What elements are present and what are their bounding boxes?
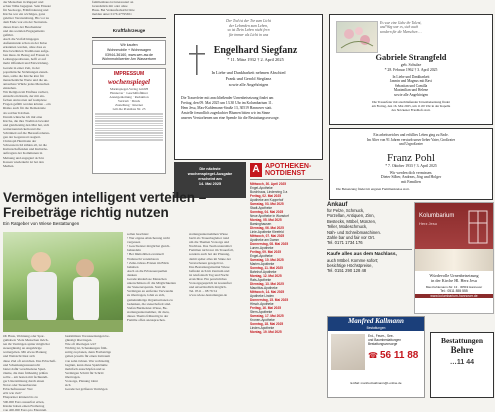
pharmacy-entry: Freitag, 09. Mai 2025 [250, 249, 282, 254]
article-line: mehrfach ausschöpfen und so [65, 366, 106, 371]
kallmann-ad [327, 316, 425, 398]
verse-line: für immer als Licht in uns [228, 32, 269, 37]
pharmacy-entry: Dienstag, 13. Mai 2025 [250, 281, 284, 286]
article-line: ist telefonisch Tag und Nacht [189, 272, 229, 277]
article-line: vergessen [127, 240, 141, 245]
verse-line: so ist Dein Leben nicht fern [227, 28, 270, 33]
obituary-born-name: geb. Schulze [400, 62, 422, 67]
article-line: Notar oder Steuerberater. [3, 383, 38, 388]
article-line: auftragten der Kommunen in [3, 151, 43, 156]
article-line: Wohnrecht vereinbaren [127, 256, 159, 261]
obituary-verse [175, 19, 322, 37]
article-line: gelten jeweils für einen Zeitraum [65, 354, 111, 359]
pharmacy-entry: Mauritius-Apotheke [250, 285, 278, 290]
deadline-line: 14. Mai 2025 [198, 182, 222, 186]
article-line: • Zehn-Jahres-Fristen im Blick [127, 260, 169, 265]
article-line: populistische Strömungen zuneh- [3, 69, 49, 74]
mourner-line: In Liebe und Dankbarkeit [392, 75, 430, 79]
article-line: der Menschen in Ruppert und [3, 0, 44, 4]
article-line: und Schenkungssteuerrecht [3, 362, 41, 367]
article-line: einstehen. [3, 85, 17, 90]
article-line: antastbare Würde jedes Menschen [3, 81, 50, 86]
ankauf-line: Porzellan, Antiquen, Zinn, [327, 213, 375, 219]
article-line: Kirche war ein wichtiges, ganz [3, 12, 46, 17]
verse-line: Es war eine Gabe ihr Talent, [380, 21, 422, 25]
pharmacy-entry: Stadt-Apotheke [250, 205, 272, 210]
pharmacy-entry: Barsinghausen [250, 221, 272, 226]
article-line: erkannten werden, ohne dass es [3, 45, 46, 50]
service-line: Die Trauerfeier mit anschließender Urnenbeisetzung findet am [181, 96, 274, 101]
kolumbarium-subtitle: Herz Jesu [419, 221, 438, 226]
article-line: guthaben: Viele Menschen möch- [3, 338, 49, 343]
ad-line: familienhaus ist interessiert an [92, 0, 134, 4]
ankauf-title: Ankauf [327, 202, 348, 208]
pharmacy-entry: Montag, 19. Mai 2025 [250, 329, 282, 334]
article-line: und das sozialen Engagements [3, 28, 45, 33]
pharmacy-entry: Apotheke am Kuppehof [250, 197, 284, 202]
pharmacy-entry: Hirsch-Apotheke [250, 301, 274, 306]
article-line: Leitungspositionen, hofft er auf [3, 57, 46, 62]
article-line: fachen Antworten auf komplexe [3, 98, 47, 103]
article-line: um die Themen Vorsorge und [189, 240, 230, 245]
article-line: Fragen gefüllt werden könnte – ein [3, 102, 51, 107]
article-line: gen der Gegenwart reagiert. [3, 135, 41, 140]
obituary-verse [330, 133, 492, 147]
pharmacy-entry: Freitag, 02. Mai 2025 [250, 193, 282, 198]
article-subhead: Ein Ratgeber von Wiese Bestattungen [3, 221, 80, 226]
ad-line: Haus. Bei Verkaufsabsicht bitte [92, 8, 135, 13]
impressum-line: Gilt die Preisliste Nr. 23 [112, 107, 146, 112]
verse-line: Ein arbeitsreiches und erfülltes Leben ging zu Ende. [373, 133, 449, 137]
article-line: von 400.000 Euro pro Elternteil. [3, 407, 48, 412]
obituary-service [336, 100, 486, 112]
kaufe-line: auch Möbel. Komme sofort; [327, 258, 379, 264]
verse-line: Im Alter von 91 Jahren verstarb unser lieber Vater, Großvater [366, 137, 455, 142]
obituary-dates: * 7. Oktober 1933 † 3. April 2025 [385, 163, 437, 168]
ankauf-line: Teller, Modeschmuck, [327, 224, 368, 230]
pharmacy-entry: Samstag, 10. Mai 2025 [250, 257, 284, 262]
mourner-line: In Liebe und Dankbarkeit nehmen Abschied [211, 70, 286, 76]
obituary-verse [380, 21, 488, 34]
deadline-line: wochenspiegel-Ausgabe [187, 172, 233, 176]
article-line: Kinder haben einen Freibetrag [3, 403, 45, 408]
article-line: damit später alles im Sinne der [189, 256, 231, 261]
kaufe-line: Tel. 0151 290 128 48 [327, 268, 367, 274]
article-line: zu übertragen, lohnt es sich, [127, 293, 166, 298]
pharmacy-entry: Apotheke Linden [250, 293, 274, 298]
article-line: Melsung und engagiert sich in [3, 155, 45, 160]
article-line: Tel. 0511 – 98 76 54 [189, 289, 217, 294]
phone-icon: ☎ [368, 350, 378, 360]
pharmacy-entry: Sonntag, 18. Mai 2025 [250, 321, 284, 326]
obituary-mourners [330, 75, 492, 97]
article-line: Kassen wiederkehr ist bei den [3, 159, 44, 164]
article-line: Kulturschaffenden und Kulturbe- [3, 147, 49, 152]
article-line: menschenliche Werte und die un- [3, 77, 49, 82]
wohnmobil-ad [92, 40, 166, 64]
pharmacy-entry: Donnerstag, 08. Mai 2025 [250, 241, 289, 246]
pharmacy-entry: Kronen-Apotheke [250, 317, 275, 322]
article-line: bedenken, die steuerbefreit sind. [127, 301, 171, 306]
ankauf-line: Zahle bar und fair vor Ort. [327, 235, 375, 241]
cross-icon [189, 45, 205, 75]
obituary-name: Gabriele Strangfeld [375, 53, 447, 62]
ad-line: Grundstück mit oder ohne [92, 4, 128, 9]
article-line: • Bei Immobilien eventuell [127, 252, 164, 257]
deadline-line: erscheint am [198, 177, 222, 181]
article-line: Vorsorgegespräch ist kostenfrei [189, 281, 232, 286]
obituary-name: Franz Pohl [387, 151, 435, 164]
kolumbarium-name: Kolumbarium [419, 213, 455, 219]
mourner-line: Dieter Silber, Andreas, Jörg und Holger [380, 175, 442, 180]
pharmacy-entry: Lunen-Apotheke [250, 245, 274, 250]
article-headline: Vermögen intelligent verteilen – Freibeträge richtig nutzen [3, 190, 207, 220]
mourner-line: Wir werden dich vermissen. [389, 170, 433, 175]
article-line: ten ihr Vermögen später möglichst [3, 342, 50, 347]
article-line: von zehn Jahren. Wer rechtzeitig [65, 358, 110, 363]
pharmacy-title-1: APOTHEKEN- [265, 163, 312, 170]
obituary-siegfanz [174, 14, 323, 160]
article-line: steuergünstig an Angehörige [3, 346, 42, 351]
mourner-line: Maximilian und Helene [393, 88, 429, 93]
behre-title-2: Behre [450, 345, 474, 355]
main-article [3, 190, 247, 412]
article-line: 500.000 Euro steuerfrei erben, [3, 399, 45, 404]
article-line: Medien. [3, 163, 15, 168]
pharmacy-entry: Marien-Apotheke [250, 261, 275, 266]
article-line: entsteht ein Raum, der mit ein- [3, 94, 45, 99]
pharmacy-entry: Linden-Apotheke [250, 325, 275, 330]
ankauf-line: Tel. 0171 1734 176 [327, 240, 363, 246]
pharmacy-entry: Freitag, 16. Mai 2025 [250, 305, 282, 310]
impressum-title: IMPRESSUM [113, 70, 145, 77]
article-line: • Geschwister möglichst gleich- [127, 244, 171, 249]
pharmacy-entry: Neue Apotheke in Wunstorf [250, 213, 289, 218]
ad-line: Wohnmobilcenter Am Wasserturm [101, 57, 157, 62]
pharmacy-entry: Sonntag, 11. Mai 2025 [250, 265, 283, 270]
kraftfahrzeuge-heading: Kraftfahrzeuge [112, 28, 146, 34]
article-line: Vorsorge, Planung lohnt [65, 379, 98, 384]
obituary-mourners [330, 171, 492, 185]
blossom-image [336, 21, 378, 53]
article-line: Familien nicht nur im Trauerfall, [189, 248, 234, 253]
article-line: www.wiese-bestattungen.de [189, 293, 228, 298]
article-line: geführt. [3, 32, 14, 37]
kolumbarium-phone: Tel.: 0511 855 555 [440, 289, 468, 293]
impressum-line: Vertrieb · Druck [117, 99, 141, 104]
article-line: sondern auch bei der Planung, [189, 252, 230, 257]
wochenspiegel-logo: wochenspiegel [108, 77, 150, 86]
obituary-strangfeld [329, 14, 493, 125]
article-line: sollen beachten: [127, 232, 149, 236]
impressum-line: Anzeigenleitung · Redaktion [109, 94, 149, 99]
article-line: räume, die man frühzeitig prüfen [3, 370, 48, 375]
ankauf-ad [327, 202, 412, 314]
article-line: Darum wünsche ich mir eine [3, 114, 43, 119]
article-line: beginnt, kann diese Spielräume [65, 362, 108, 367]
ad-line: melden unter 0176 47795651 [92, 12, 132, 17]
pharmacy-entry: Apotheke am Damm [250, 237, 280, 242]
article-line: Ob Haus, Wohnung oder Spar- [3, 334, 45, 338]
ad-line: Wohnmobile + Wohnwagen [107, 47, 151, 52]
pharmacy-entry: Montag, 12. Mai 2025 [250, 273, 282, 278]
pharmacy-entry: Bahnhof-Apotheke [250, 269, 277, 274]
article-line: Kirche, die ihre Tradition bewahrt [3, 118, 50, 123]
behre-ad [430, 332, 494, 398]
article-line: Auch die Vorfall hingegen [3, 36, 39, 41]
article-line: stattungsunternehmen Wiese [189, 232, 228, 236]
behre-phone: …11 44 [449, 359, 475, 366]
article-photo [3, 232, 123, 332]
article-line: Das Bestattungsinstitut Wiese [189, 264, 230, 269]
article-column-4 [189, 232, 247, 400]
article-line: Außenstunde schon an der Krise [3, 40, 48, 45]
article-column-2 [65, 334, 123, 400]
article-line: berät als Trauerbegleiter rund [189, 236, 230, 241]
verse-line: Der Tod ist der Tor zum Licht [226, 19, 271, 23]
article-line: zeitig zu planen, denn Freibeträge [65, 350, 112, 355]
article-line: günstigt übertragen. [65, 338, 93, 343]
kallmann-line: Erd-, Feuer-, See- [368, 334, 394, 338]
service-line: unseres Verstorbenen um eine Spende für die Bestattungsvorsorge. [181, 116, 280, 121]
obituary-name: Engelhard Siegfanz [213, 45, 298, 57]
church-window-icon [467, 209, 489, 245]
pharmacy-entry: Burchhaus, Lindenring 3 a [250, 189, 288, 194]
behre-title-1: Bestattungen [440, 336, 484, 345]
ad-line: 03944-36160, www.wm-aw.de [105, 52, 153, 57]
classified-column [92, 0, 166, 187]
deadline-line: Die nächste [199, 167, 221, 171]
article-line: behandeln [127, 248, 141, 253]
article-line: dieses Thema frühzeitig in der [127, 313, 169, 318]
article-line: stattungsunternehmer, rät dazu, [127, 309, 170, 314]
article-line: Verstorbenen geregelt ist. [189, 260, 224, 265]
kolumbarium-ad [414, 202, 494, 314]
article-line: dieses Kurs der Beschenkter [3, 24, 42, 29]
verse-line: und Weg war es, sich auch [380, 25, 419, 30]
pharmacy-entry: Donnerstag, 15. Mai 2025 [250, 297, 289, 302]
article-line: und Weitsicht lässt sich [3, 354, 35, 359]
article-line: mehr Offenheit und Entwicklung. [3, 61, 49, 66]
kallmann-subtitle: Bestattungen [366, 326, 386, 330]
mourner-line: mit Familien [401, 179, 421, 184]
article-line: Vermögen an entfernte Verwandte [127, 289, 174, 294]
article-line: denken [127, 272, 137, 277]
article-line: für Seelsorge, Frühförderung und [3, 8, 49, 13]
article-line: Gerade in einer Zeit, in der [3, 65, 40, 70]
ankauf-line: Bestecks, Möbel, Münzen, [327, 218, 377, 224]
article-line: Christoph Herrmann der [3, 139, 37, 144]
kaufe-line: besichtige Höchstpreise, [327, 263, 373, 269]
service-line: am Freitag, den 16. Mai 2025, um 11.00 Uhr in der Kapelle [371, 104, 451, 109]
article-line: ben muss. In Bezug auf Frauen in [3, 53, 49, 58]
article-line: behalten [127, 264, 139, 269]
ankauf-line: für Pelze, Schmuck, [327, 208, 365, 213]
pharmacy-entry: Montag, 05. Mai 2025 [250, 217, 282, 222]
pharmacy-entry: Linie-Apotheke Kleefeld [250, 229, 284, 234]
article-line: ger Unterstützung durch einen [3, 379, 45, 384]
left-article-snippet [3, 0, 89, 187]
mourner-line: sowie alle Angehörigen [394, 92, 428, 97]
kallmann-name: Manfred Kallmann [348, 317, 404, 325]
service-line: Anstelle freundlich zugedachter Blumen bitten wir im Sinne [181, 111, 270, 116]
article-line: erreichbar. Ein persönliches [189, 277, 227, 282]
article-line: men, sollte die Kirche klar für [3, 73, 44, 78]
article-column-3 [127, 232, 185, 400]
article-line: Wir Religion im Einfluss verliert, [3, 90, 49, 95]
article-line: • Wer eigene Absicherung nicht [127, 236, 170, 241]
article-line: Stefan Burmeister-Wiese, Be- [127, 305, 168, 310]
obituary-dates: * 11. März 1932 † 2. April 2025 [227, 57, 284, 63]
impressum-line: Zustellung · Internet [115, 103, 143, 108]
verse-line: und Urgroßvater [399, 142, 423, 147]
article-line: weitergeben. Mit etwas Planung [3, 350, 47, 355]
article-line: befindet sich im Zentrum und [189, 268, 230, 273]
pharmacy-entry: Mittwoch, 30. April 2025 [250, 181, 287, 186]
article-line: Schönheit auf die Herausforderun- [3, 131, 50, 135]
kallmann-line: Bestattungsvorsorge [368, 342, 398, 347]
pharmacy-entry: Samstag, 17. Mai 2025 [250, 313, 284, 318]
article-line: sich [65, 383, 71, 388]
article-line: dem Ende war ein der Sternstun- [3, 20, 48, 25]
article-line: Gerade bei größeren Vermögen [65, 387, 108, 392]
mourner-line: Jasmin und Magnus mit Ravi [389, 79, 433, 84]
article-line: übertragen. [65, 374, 81, 379]
article-line: Wichtig ist, Schenkungen früh- [65, 346, 108, 351]
mourner-line: sowie alle Angehörigen [228, 82, 269, 88]
verse-line: sondern für die Menschen … [380, 29, 422, 34]
article-line: Gerade kinderlose Menschen [127, 277, 167, 282]
article-line: Ihre bewährten Traditionen aufge- [3, 49, 50, 54]
article-line: Familie offen anzusprechen. [127, 317, 166, 322]
kallmann-phone: 56 11 88 [379, 349, 419, 361]
service-line: des Stöckener Friedhofs statt. [391, 108, 431, 113]
pharmacy-emergency-service [250, 163, 323, 400]
pharmacy-entry: Stern-Apotheke [250, 309, 273, 314]
mourner-line: Sebastian und Camilla [394, 83, 428, 88]
service-line: Freitag, den 09. Mai 2025 um 13.30 Uhr im Kolumbarium 11. [181, 101, 273, 106]
article-line: bestimmten Voraussetzungen be- [65, 334, 110, 338]
kolumbarium-line: in der Kirche Hl. Herz Jesu [431, 278, 477, 283]
article-line: Wie oft überlegen wir? [65, 342, 97, 347]
article-line: unterschätzen oft die Möglichkeiten [127, 281, 176, 286]
pharmacy-entry: Engel-Apotheke [250, 185, 273, 190]
pharmacy-entry: Engel-Apotheke [250, 253, 273, 258]
wanted-property-ad [92, 0, 166, 16]
article-line: weiterzuentwickeln und die [3, 126, 41, 131]
kolumbarium-address: Max-Kuhlemann-Str. 13 · 30519 Hannover [425, 285, 483, 289]
kaufe-title: Kaufe alles aus dem Nachlass, [327, 252, 397, 258]
obituary-service [181, 96, 316, 121]
article-line: echter Nähe begegnet. Sein Einsatz [3, 4, 51, 9]
kolumbarium-line: Würdevolle Urnenbeisetzung [429, 273, 479, 278]
mourner-line: Frank und Gerold Siegfanz [225, 76, 272, 82]
article-line: gelebter Veranstaltung. Bis vor zu [3, 16, 49, 21]
obituary-pohl [329, 128, 493, 200]
article-line: und unverbindlich möglich. [189, 285, 227, 290]
verse-line: der Lebenden zum Leben, [228, 23, 269, 28]
kallmann-email[interactable]: E-Mail: manfred.kallmann@t-online.de [350, 381, 402, 385]
impressum-line: Marktspiegel-Verlag GmbH [110, 86, 148, 91]
article-line: Erbschaftssteuer: Wer [3, 387, 33, 392]
article-line: gemeinnützige Organisationen zu [127, 297, 173, 302]
article-line: erbt wie viel? [3, 391, 22, 396]
impressum-line: Hannover · Geschäftsführer [110, 90, 148, 95]
ankauf-line: Näh- und Schreibmaschinen. [327, 229, 382, 235]
kallmann-photo [331, 334, 365, 370]
pharmacy-entry: Samstag, 03. Mai 2025 [250, 201, 284, 206]
article-line: Auch an die Erbsteuerquellen [127, 268, 168, 273]
article-line: Schwestern KI zählen all, ist die [3, 143, 47, 148]
article-line: bietet dafür verschiedene Spiel- [3, 366, 47, 371]
service-line: Hem Jesu, Max-Kuhlemann-Straße 13, 30519 Hannover statt. [181, 106, 273, 111]
pharmacy-logo-icon: A [250, 163, 262, 177]
article-line: Risiko auch für die Demokratie [3, 106, 46, 111]
article-line: der Steuerersparnis. Statt ihr [127, 285, 166, 290]
article-line: diese Ziel oft erreichen. Das Erbschaft- [3, 358, 57, 363]
columbarium-photo [415, 249, 493, 271]
obituary-service: Die Beisetzung findet im engsten Familienkreise statt. [336, 186, 410, 191]
impressum-box [92, 68, 166, 174]
pharmacy-entry: Rats-Apotheke [250, 277, 272, 282]
article-line: Ehepartner können bis zu [3, 395, 38, 400]
pharmacy-entry: Sonntag, 04. Mai 2025 [250, 209, 284, 214]
article-line: Nachlass. Das Team unterstützt [189, 244, 232, 249]
ad-line: Wir kaufen [120, 43, 138, 48]
kolumbarium-url[interactable]: www.kolumbarium-hannover.de [415, 294, 493, 298]
pharmacy-entry: Dienstag, 06. Mai 2025 [250, 225, 284, 230]
article-line: als solcher Kirchen. [3, 110, 31, 115]
obituary-dates: * 28. Februar 1962 † 3. April 2025 [384, 68, 438, 72]
article-line: und gleichzeitig den Mut hat, sich [3, 122, 50, 127]
pharmacy-title-2: NOTDIENST [265, 170, 306, 177]
article-column-1 [3, 334, 61, 412]
service-line: Die Trauerfeier mit anschließender Urnenbeisetzung findet [372, 100, 450, 105]
pharmacy-entry: Mittwoch, 07. Mai 2025 [250, 233, 285, 238]
kallmann-line: und Baumbestattungen [368, 338, 401, 343]
pharmacy-entry: Mittwoch, 14. Mai 2025 [250, 289, 285, 294]
article-line: Vermögen Schritt für Schritt [65, 370, 104, 375]
article-line: sollte – am besten mit fachkundi- [3, 374, 49, 379]
